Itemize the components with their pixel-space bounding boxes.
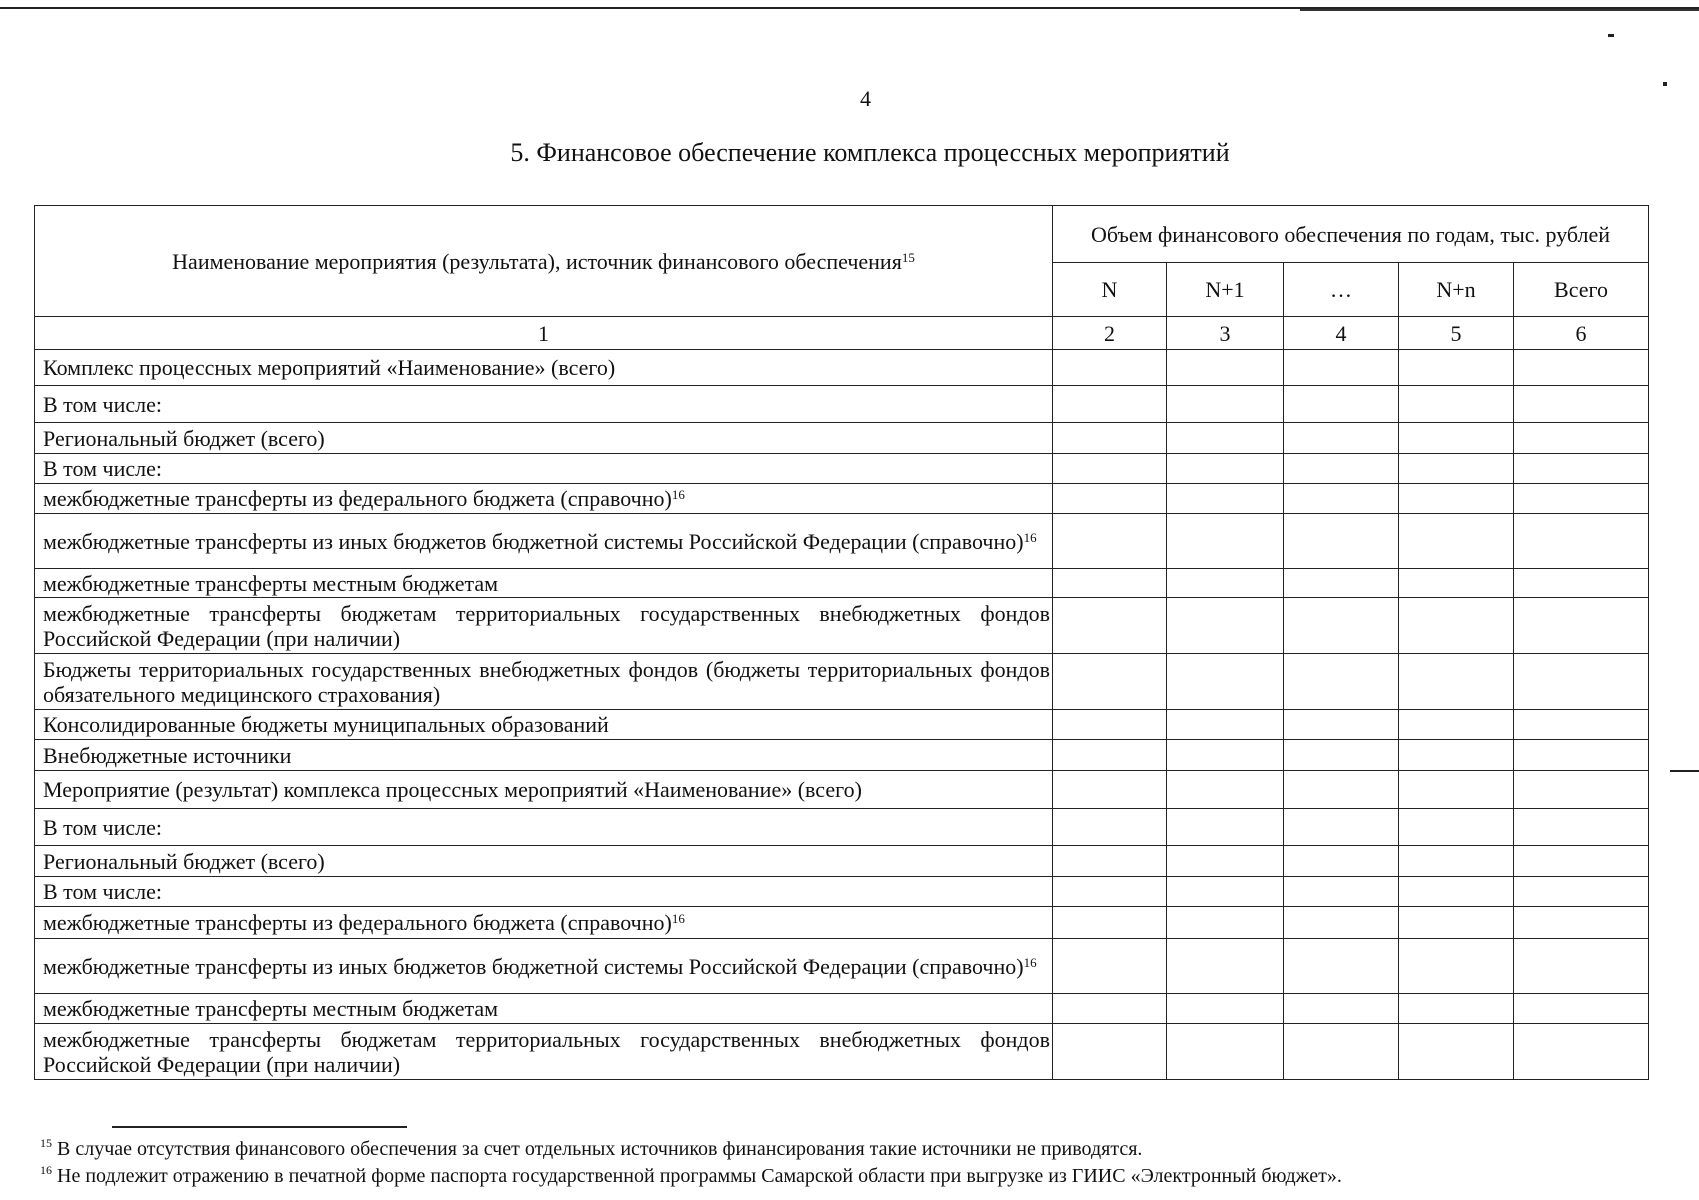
scan-speck bbox=[1608, 34, 1614, 37]
value-cell bbox=[1399, 350, 1514, 386]
table-row bbox=[35, 846, 1649, 877]
value-cell bbox=[1053, 514, 1167, 569]
table-row bbox=[35, 809, 1649, 846]
value-cell bbox=[1514, 939, 1649, 994]
value-cell bbox=[1284, 710, 1399, 740]
value-cell bbox=[1053, 654, 1167, 710]
row-label: В том числе: bbox=[43, 391, 162, 417]
value-cell bbox=[1053, 598, 1167, 654]
value-cell bbox=[1284, 514, 1399, 569]
header-volume-label: Объем финансового обеспечения по годам, тыс. рублей bbox=[1053, 206, 1649, 263]
footnote-separator bbox=[112, 1126, 407, 1128]
value-cell bbox=[1514, 877, 1649, 907]
value-cell bbox=[1053, 386, 1167, 423]
value-cell bbox=[1514, 740, 1649, 771]
value-cell bbox=[1167, 994, 1284, 1024]
value-cell bbox=[1053, 1024, 1167, 1080]
value-cell bbox=[1284, 454, 1399, 484]
row-label: межбюджетные трансферты из иных бюджетов бюджетной системы Российской Федерации (справочно) bbox=[43, 953, 1024, 979]
value-cell bbox=[1053, 846, 1167, 877]
page-number: 4 bbox=[860, 86, 871, 111]
value-cell bbox=[1399, 809, 1514, 846]
scan-edge-mark bbox=[1670, 770, 1699, 772]
value-cell bbox=[1284, 1024, 1399, 1080]
row-label-cell bbox=[35, 569, 1053, 598]
value-cell bbox=[1053, 994, 1167, 1024]
value-cell bbox=[1167, 350, 1284, 386]
footnote-15 bbox=[40, 1138, 1142, 1161]
value-cell bbox=[1053, 454, 1167, 484]
table-row bbox=[35, 454, 1649, 484]
header-name-cell bbox=[35, 206, 1053, 317]
value-cell bbox=[1399, 877, 1514, 907]
value-cell bbox=[1514, 654, 1649, 710]
table-row bbox=[35, 423, 1649, 454]
value-cell bbox=[1514, 907, 1649, 939]
column-number: 2 bbox=[1053, 317, 1167, 350]
value-cell bbox=[1167, 710, 1284, 740]
table-row bbox=[35, 569, 1649, 598]
value-cell bbox=[1399, 514, 1514, 569]
value-cell bbox=[1284, 598, 1399, 654]
row-label-cell bbox=[35, 454, 1053, 484]
value-cell bbox=[1167, 484, 1284, 514]
table-row bbox=[35, 484, 1649, 514]
value-cell bbox=[1053, 423, 1167, 454]
row-label-cell bbox=[35, 907, 1053, 939]
year-column-header: N+1 bbox=[1167, 263, 1284, 317]
value-cell bbox=[1053, 710, 1167, 740]
value-cell bbox=[1284, 939, 1399, 994]
value-cell bbox=[1284, 654, 1399, 710]
value-cell bbox=[1284, 740, 1399, 771]
value-cell bbox=[1167, 1024, 1284, 1080]
scan-speck bbox=[1663, 82, 1667, 86]
value-cell bbox=[1399, 907, 1514, 939]
year-column-header: N bbox=[1053, 263, 1167, 317]
footnote-ref: 16 bbox=[671, 911, 685, 926]
value-cell bbox=[1284, 350, 1399, 386]
value-cell bbox=[1514, 386, 1649, 423]
value-cell bbox=[1514, 598, 1649, 654]
row-label: Комплекс процессных мероприятий «Наименование» (всего) bbox=[43, 355, 616, 380]
row-label: Консолидированные бюджеты муниципальных образований bbox=[43, 712, 609, 737]
value-cell bbox=[1399, 1024, 1514, 1080]
column-number: 4 bbox=[1284, 317, 1399, 350]
value-cell bbox=[1399, 994, 1514, 1024]
value-cell bbox=[1167, 454, 1284, 484]
year-column-header: N+n bbox=[1399, 263, 1514, 317]
value-cell bbox=[1514, 514, 1649, 569]
row-label-cell bbox=[35, 877, 1053, 907]
value-cell bbox=[1053, 350, 1167, 386]
value-cell bbox=[1167, 771, 1284, 809]
value-cell bbox=[1284, 386, 1399, 423]
value-cell bbox=[1053, 877, 1167, 907]
row-label: В том числе: bbox=[43, 814, 162, 840]
value-cell bbox=[1167, 423, 1284, 454]
total-column-header: Всего bbox=[1514, 263, 1649, 317]
row-label-cell bbox=[35, 350, 1053, 386]
value-cell bbox=[1167, 939, 1284, 994]
row-label: межбюджетные трансферты бюджетам территориальных государственных внебюджетных фондов Российской Федерации (при наличии) bbox=[43, 600, 1050, 651]
value-cell bbox=[1167, 514, 1284, 569]
row-label-cell bbox=[35, 423, 1053, 454]
row-label-cell bbox=[35, 740, 1053, 771]
value-cell bbox=[1514, 994, 1649, 1024]
row-label-cell bbox=[35, 809, 1053, 846]
year-column-header: … bbox=[1284, 263, 1399, 317]
value-cell bbox=[1167, 569, 1284, 598]
table-row bbox=[35, 939, 1649, 994]
value-cell bbox=[1167, 809, 1284, 846]
table-row bbox=[35, 907, 1649, 939]
value-cell bbox=[1167, 877, 1284, 907]
column-number: 1 bbox=[35, 317, 1053, 350]
value-cell bbox=[1284, 994, 1399, 1024]
row-label: Региональный бюджет (всего) bbox=[43, 848, 325, 874]
value-cell bbox=[1399, 846, 1514, 877]
table-row bbox=[35, 771, 1649, 809]
header-name-label: Наименование мероприятия (результата), источник финансового обеспечения bbox=[172, 248, 902, 274]
value-cell bbox=[1053, 907, 1167, 939]
row-label-cell bbox=[35, 514, 1053, 569]
value-cell bbox=[1053, 484, 1167, 514]
value-cell bbox=[1284, 846, 1399, 877]
value-cell bbox=[1284, 907, 1399, 939]
value-cell bbox=[1399, 569, 1514, 598]
value-cell bbox=[1399, 484, 1514, 514]
value-cell bbox=[1399, 710, 1514, 740]
value-cell bbox=[1167, 846, 1284, 877]
value-cell bbox=[1514, 809, 1649, 846]
row-label-cell bbox=[35, 598, 1053, 654]
footnote-text: В случае отсутствия финансового обеспечения за счет отдельных источников финансирования такие источники не приводятся. bbox=[57, 1138, 1143, 1160]
value-cell bbox=[1399, 740, 1514, 771]
table-row bbox=[35, 710, 1649, 740]
value-cell bbox=[1399, 939, 1514, 994]
row-label-cell bbox=[35, 710, 1053, 740]
row-label: межбюджетные трансферты местным бюджетам bbox=[43, 996, 499, 1021]
table-row bbox=[35, 350, 1649, 386]
table-row bbox=[35, 1024, 1649, 1080]
column-number: 5 bbox=[1399, 317, 1514, 350]
page-title: 5. Финансовое обеспечение комплекса процессных мероприятий bbox=[510, 138, 1230, 167]
value-cell bbox=[1514, 771, 1649, 809]
value-cell bbox=[1514, 350, 1649, 386]
financing-table bbox=[34, 205, 1649, 1080]
footnote-text: Не подлежит отражению в печатной форме паспорта государственной программы Самарской области при выгрузке из ГИИС «Электронный бюджет». bbox=[57, 1165, 1342, 1187]
value-cell bbox=[1284, 771, 1399, 809]
footnote-16 bbox=[40, 1165, 1342, 1188]
value-cell bbox=[1514, 846, 1649, 877]
table-row bbox=[35, 514, 1649, 569]
table-row bbox=[35, 598, 1649, 654]
row-label: межбюджетные трансферты из иных бюджетов бюджетной системы Российской Федерации (справочно) bbox=[43, 528, 1024, 554]
value-cell bbox=[1514, 1024, 1649, 1080]
table-row bbox=[35, 994, 1649, 1024]
row-label: межбюджетные трансферты из федерального бюджета (справочно) bbox=[43, 910, 672, 935]
row-label-cell bbox=[35, 771, 1053, 809]
value-cell bbox=[1053, 939, 1167, 994]
value-cell bbox=[1053, 740, 1167, 771]
row-label: В том числе: bbox=[43, 456, 162, 481]
value-cell bbox=[1284, 484, 1399, 514]
footnote-ref: 16 bbox=[671, 487, 685, 502]
table-row bbox=[35, 654, 1649, 710]
value-cell bbox=[1284, 809, 1399, 846]
value-cell bbox=[1514, 484, 1649, 514]
row-label: Региональный бюджет (всего) bbox=[43, 425, 325, 451]
row-label: межбюджетные трансферты бюджетам территориальных государственных внебюджетных фондов Российской Федерации (при наличии) bbox=[43, 1026, 1050, 1077]
row-label-cell bbox=[35, 1024, 1053, 1080]
row-label: В том числе: bbox=[43, 879, 162, 904]
value-cell bbox=[1514, 454, 1649, 484]
row-label-cell bbox=[35, 654, 1053, 710]
value-cell bbox=[1053, 809, 1167, 846]
value-cell bbox=[1399, 386, 1514, 423]
footnote-ref: 15 bbox=[901, 249, 915, 265]
scan-top-border-dark bbox=[1300, 9, 1699, 11]
row-label: межбюджетные трансферты из федерального бюджета (справочно) bbox=[43, 486, 672, 511]
value-cell bbox=[1284, 569, 1399, 598]
row-label-cell bbox=[35, 484, 1053, 514]
value-cell bbox=[1053, 569, 1167, 598]
value-cell bbox=[1399, 454, 1514, 484]
row-label: Мероприятие (результат) комплекса процессных мероприятий «Наименование» (всего) bbox=[43, 777, 862, 802]
value-cell bbox=[1514, 423, 1649, 454]
footnote-mark: 15 bbox=[40, 1136, 52, 1150]
value-cell bbox=[1167, 598, 1284, 654]
row-label: Бюджеты территориальных государственных внебюджетных фондов (бюджеты территориальных фондов обязательного медицинского страхования) bbox=[43, 656, 1050, 707]
value-cell bbox=[1399, 598, 1514, 654]
row-label-cell bbox=[35, 386, 1053, 423]
value-cell bbox=[1399, 771, 1514, 809]
row-label: межбюджетные трансферты местным бюджетам bbox=[43, 570, 499, 596]
footnote-ref: 16 bbox=[1023, 529, 1037, 545]
footnote-ref: 16 bbox=[1023, 954, 1037, 970]
row-label: Внебюджетные источники bbox=[43, 742, 292, 768]
value-cell bbox=[1399, 423, 1514, 454]
row-label-cell bbox=[35, 939, 1053, 994]
value-cell bbox=[1053, 771, 1167, 809]
value-cell bbox=[1514, 569, 1649, 598]
table-row bbox=[35, 386, 1649, 423]
value-cell bbox=[1399, 654, 1514, 710]
column-number: 6 bbox=[1514, 317, 1649, 350]
value-cell bbox=[1284, 423, 1399, 454]
value-cell bbox=[1167, 907, 1284, 939]
value-cell bbox=[1167, 386, 1284, 423]
value-cell bbox=[1514, 710, 1649, 740]
row-label-cell bbox=[35, 994, 1053, 1024]
table-row bbox=[35, 740, 1649, 771]
value-cell bbox=[1167, 740, 1284, 771]
row-label-cell bbox=[35, 846, 1053, 877]
value-cell bbox=[1284, 877, 1399, 907]
column-number: 3 bbox=[1167, 317, 1284, 350]
value-cell bbox=[1167, 654, 1284, 710]
table-row bbox=[35, 877, 1649, 907]
footnote-mark: 16 bbox=[40, 1163, 52, 1177]
